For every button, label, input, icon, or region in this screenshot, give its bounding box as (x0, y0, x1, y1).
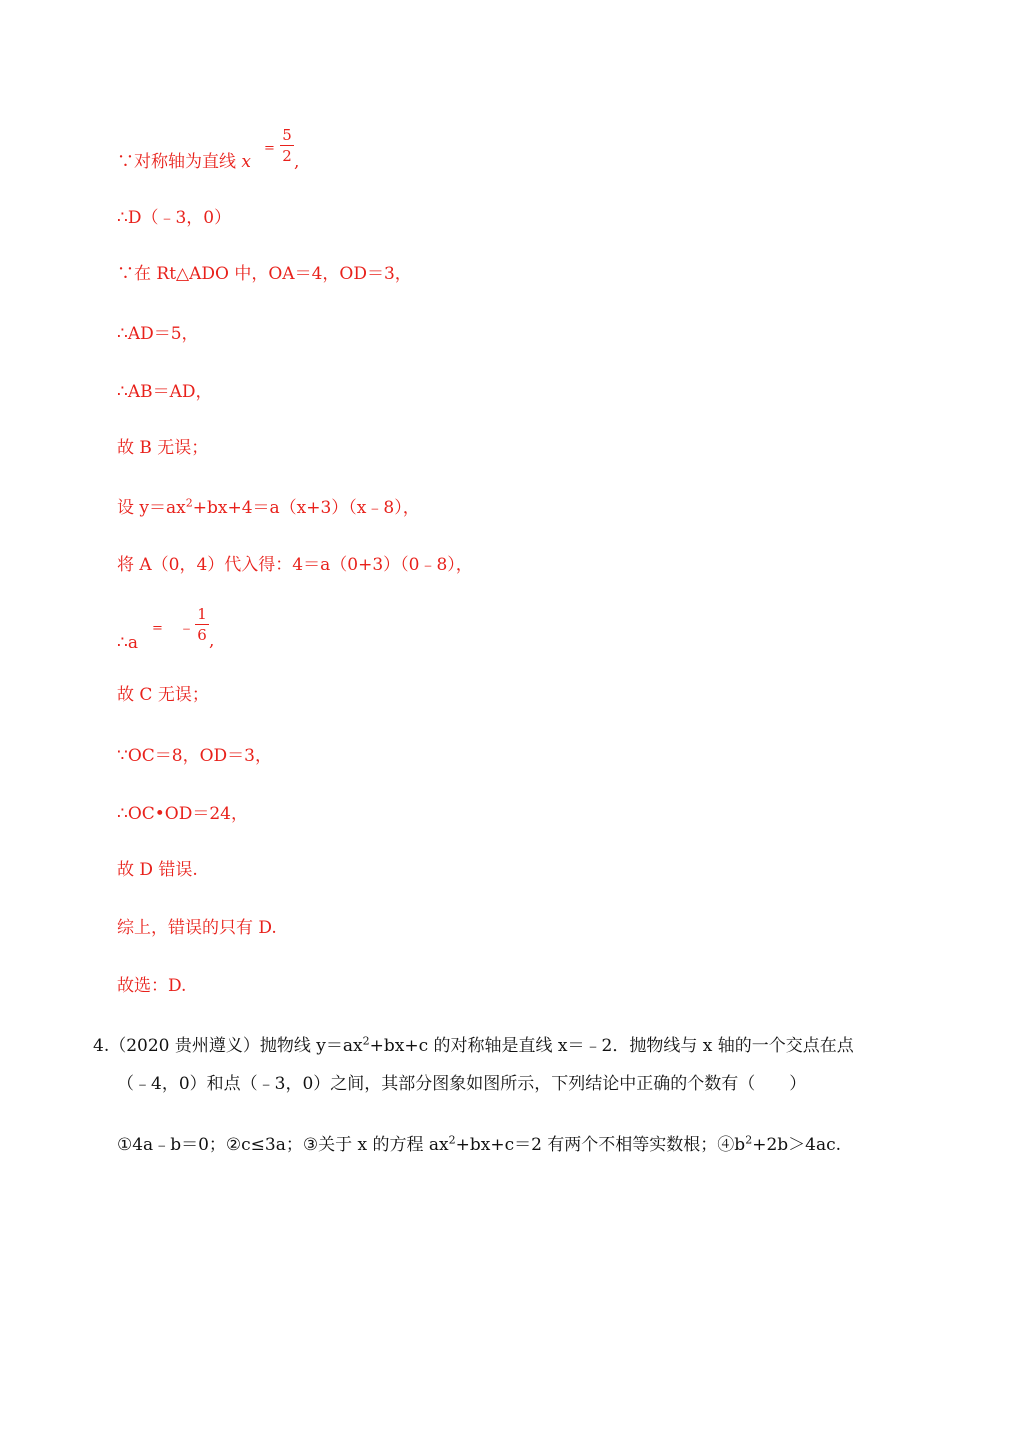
comma: , (209, 631, 215, 651)
superscript: 2 (362, 1034, 370, 1048)
solution-text: ∵对称轴为直线 (117, 152, 236, 172)
question-text: 4.（2020 贵州遵义）抛物线 y＝ax (93, 1036, 363, 1056)
equals-sign: = (152, 621, 163, 636)
question-4-line-1 (93, 1035, 854, 1057)
solution-line-d-wrong: 故 D 错误. (117, 860, 198, 880)
fraction-denominator: 6 (197, 626, 207, 644)
solution-line-product: ∴OC•OD＝24， (117, 804, 248, 824)
solution-line-summary: 综上，错误的只有 D. (117, 918, 277, 938)
solution-line-point-d: ∴D（﹣3，0） (117, 208, 232, 228)
solution-line-oc-od: ∵OC＝8，OD＝3， (117, 746, 272, 766)
variable-x: x (241, 152, 251, 172)
solution-line-ab-ad: ∴AB＝AD， (117, 382, 213, 402)
superscript: 2 (745, 1133, 753, 1147)
question-4-options (117, 1134, 841, 1156)
fraction-numerator: 5 (282, 126, 292, 144)
solution-line-c-correct: 故 C 无误； (117, 685, 209, 705)
minus-sign: ﹣ (178, 618, 195, 638)
solution-line-substitute: 将 A（0，4）代入得：4＝a（0+3）（0﹣8）， (117, 555, 473, 575)
solution-line-set-equation (117, 497, 420, 519)
question-text: +bx+c 的对称轴是直线 x＝﹣2．抛物线与 x 轴的一个交点在点 (369, 1036, 854, 1056)
solution-line-answer: 故选：D. (117, 976, 187, 996)
fraction-five-halves (280, 126, 294, 165)
question-4-line-2: （﹣4，0）和点（﹣3，0）之间，其部分图象如图所示，下列结论中正确的个数有（ ） (117, 1074, 807, 1094)
question-text: ①4a﹣b＝0；②c≤3a；③关于 x 的方程 ax (117, 1135, 449, 1155)
superscript: 2 (448, 1133, 456, 1147)
superscript: 2 (185, 496, 193, 510)
solution-line-ad: ∴AD＝5， (117, 324, 199, 344)
solution-line-triangle: ∵在 Rt△ADO 中，OA＝4，OD＝3， (117, 264, 412, 284)
equation-part: 设 y＝ax (117, 498, 186, 518)
solution-line-symmetry-axis (117, 151, 251, 173)
fraction-denominator: 2 (282, 147, 292, 165)
equation-part: +bx+4＝a（x+3）（x﹣8）， (192, 498, 420, 518)
solution-line-a-value: ∴a (117, 633, 138, 653)
fraction-one-sixth (195, 605, 209, 644)
fraction-bar (280, 145, 294, 146)
fraction-numerator: 1 (197, 605, 207, 623)
solution-line-b-correct: 故 B 无误； (117, 438, 209, 458)
equals-sign: = (264, 141, 275, 156)
fraction-bar (195, 624, 209, 625)
question-text: +2b＞4ac. (752, 1135, 842, 1155)
comma: , (294, 152, 300, 172)
question-text: +bx+c＝2 有两个不相等实数根；④b (455, 1135, 746, 1155)
